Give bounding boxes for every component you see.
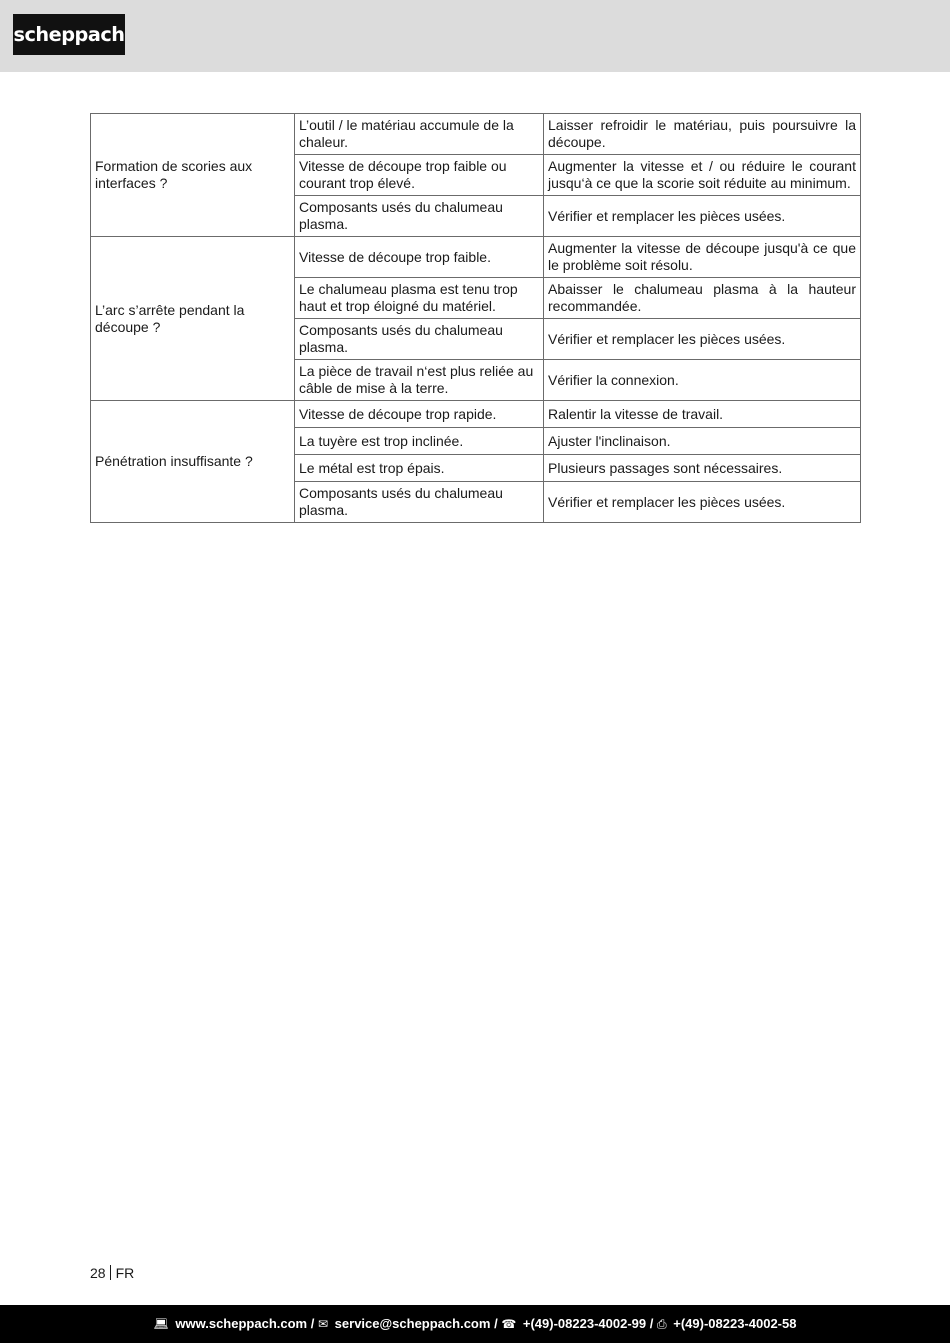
solution-cell: Vérifier et remplacer les pièces usées. [544, 482, 861, 523]
fax-icon: ⎙ [657, 1317, 667, 1331]
table-row [91, 401, 861, 428]
problem-cell: Pénétration insuffisante ? [91, 401, 295, 523]
footer-separator: / [649, 1316, 654, 1331]
cause-cell: Le chalumeau plasma est tenu trop haut et trop éloigné du matériel. [295, 278, 544, 319]
page-number [90, 1265, 134, 1282]
phone-icon: ☎︎ [501, 1317, 517, 1331]
cause-cell: L’outil / le matériau accumule de la chaleur. [295, 114, 544, 155]
footer-phone: +(49)-08223-4002-99 [522, 1316, 647, 1331]
problem-cell: Formation de scories aux interfaces ? [91, 114, 295, 237]
table-row [91, 237, 861, 278]
page-footer [0, 1305, 950, 1343]
page-language: FR [115, 1265, 135, 1281]
solution-cell: Vérifier et remplacer les pièces usées. [544, 319, 861, 360]
cause-cell: Le métal est trop épais. [295, 455, 544, 482]
solution-cell: Vérifier la connexion. [544, 360, 861, 401]
email-icon: ✉︎ [317, 1317, 329, 1331]
solution-cell: Laisser refroidir le matériau, puis poursuivre la découpe. [544, 114, 861, 155]
cause-cell: Vitesse de découpe trop rapide. [295, 401, 544, 428]
table-row [91, 114, 861, 155]
cause-cell: Composants usés du chalumeau plasma. [295, 482, 544, 523]
laptop-icon: 💻︎ [153, 1317, 169, 1331]
cause-cell: La pièce de travail n‘est plus reliée au câble de mise à la terre. [295, 360, 544, 401]
cause-cell: Composants usés du chalumeau plasma. [295, 319, 544, 360]
page-number-divider [110, 1265, 111, 1280]
scheppach-logo: scheppach [13, 14, 125, 55]
solution-cell: Abaisser le chalumeau plasma à la hauteur recommandée. [544, 278, 861, 319]
footer-email[interactable]: service@scheppach.com [334, 1316, 491, 1331]
solution-cell: Ralentir la vitesse de travail. [544, 401, 861, 428]
solution-cell: Vérifier et remplacer les pièces usées. [544, 196, 861, 237]
solution-cell: Augmenter la vitesse de découpe jusqu'à ce que le problème soit résolu. [544, 237, 861, 278]
troubleshooting-table [90, 113, 861, 523]
cause-cell: Vitesse de découpe trop faible ou courant trop élevé. [295, 155, 544, 196]
footer-separator: / [310, 1316, 315, 1331]
cause-cell: La tuyère est trop inclinée. [295, 428, 544, 455]
cause-cell: Composants usés du chalumeau plasma. [295, 196, 544, 237]
solution-cell: Ajuster l'inclinaison. [544, 428, 861, 455]
page-header [0, 0, 950, 72]
footer-website[interactable]: www.scheppach.com [175, 1316, 308, 1331]
cause-cell: Vitesse de découpe trop faible. [295, 237, 544, 278]
footer-separator: / [494, 1316, 498, 1331]
solution-cell: Augmenter la vitesse et / ou réduire le courant jusqu‘à ce que la scorie soit réduite au minimum. [544, 155, 861, 196]
page-number-value: 28 [90, 1265, 106, 1281]
solution-cell: Plusieurs passages sont nécessaires. [544, 455, 861, 482]
footer-fax: +(49)-08223-4002-58 [673, 1316, 797, 1331]
problem-cell: L’arc s’arrête pendant la découpe ? [91, 237, 295, 401]
